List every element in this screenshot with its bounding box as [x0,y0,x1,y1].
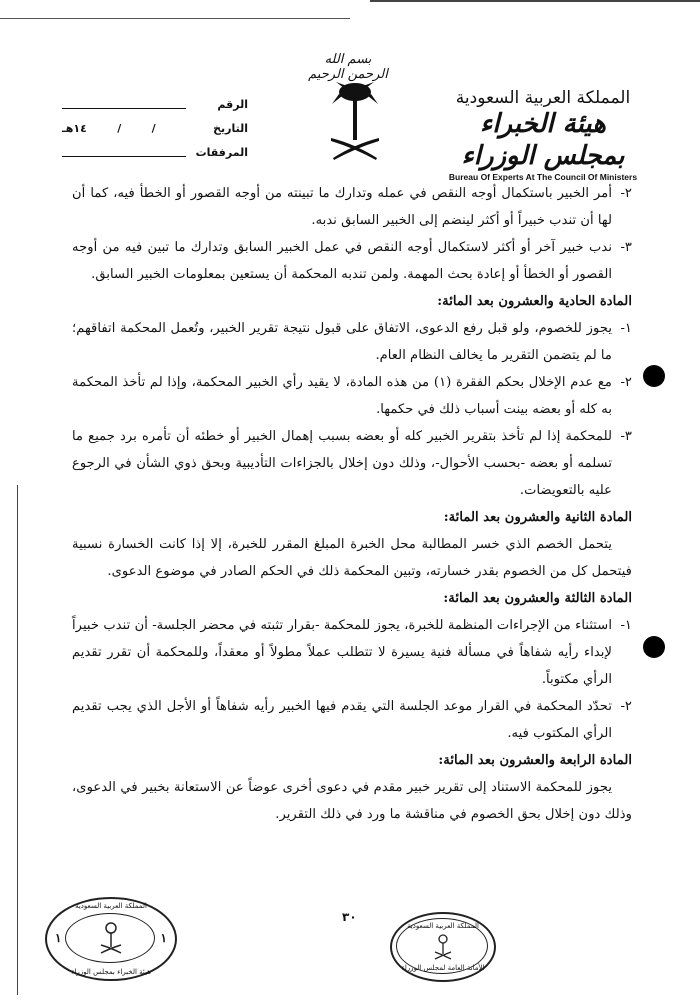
palm-swords-emblem-icon [433,934,453,960]
number-blank [62,100,186,109]
scan-edge-line [0,18,350,19]
article-124-text: يجوز للمحكمة الاستناد إلى تقرير خبير مقدم في دعوى أخرى عوضاً عن الاستعانة بخبير في الدعوى، وذلك دون إخلال بحق الخصوم في مناقشة ما ورد في ذلك التقرير. [72,780,632,822]
bureau-name-english: Bureau Of Experts At The Council Of Ministers [448,172,638,182]
stamp-number: ١ [160,931,167,945]
document-body [72,180,632,828]
list-item [72,369,632,423]
article-122-title: المادة الثانية والعشرون بعد المائة: [443,510,632,525]
item-number: ٢- [620,699,632,714]
date-row [58,116,248,140]
attachments-blank [62,148,186,157]
reference-block [58,92,248,164]
list-item [72,612,632,693]
official-stamp [390,912,496,982]
organization-letterhead [438,88,648,182]
page-number: ٣٠ [342,910,357,924]
item-text: للمحكمة إذا لم تأخذ بتقرير الخبير كله أو بعضه بسبب إهمال الخبير أو خطئه أن تأمره برد جميع ما تسلمه أو بعضه -بحسب الأحوال-، وذلك دون إخلال بالجزاءات التأديبية وبحق ذوي الشأن في الرجوع عليه بالتعويضات. [72,429,612,498]
list-item [72,315,632,369]
official-stamp [45,897,177,981]
item-number: ١- [620,321,632,336]
list-item [72,693,632,747]
punch-hole [643,636,665,658]
stamp-number: ١ [55,931,62,945]
attachments-row [58,140,248,164]
palm-swords-emblem-icon [330,78,380,164]
article-123-title: المادة الثالثة والعشرون بعد المائة: [443,591,632,606]
date-label: التاريخ [213,121,248,135]
list-item [72,180,632,234]
date-year: ١٤هـ [62,121,87,135]
stamp-top-text: المملكة العربية السعودية [75,902,147,910]
attachments-label: المرفقات [195,145,248,159]
item-text: تحدّد المحكمة في القرار موعد الجلسة التي يقدم فيها الخبير رأيه شفاهاً أو الأجل الذي يجب تقديم الرأي المكتوب فيه. [72,699,612,741]
article-122-text: يتحمل الخصم الذي خسر المطالبة محل الخبرة المبلغ المقرر للخبرة، إلا إذا كانت الخسارة نسبية فيتحمل كل من الخصوم بقدر خسارته، وتبين المحكمة ذلك في الحكم الصادر في موضوع الدعوى. [72,537,632,579]
list-item [72,234,632,288]
date-separator: / [117,121,122,135]
binding-margin-line [17,485,18,995]
stamp-bottom-text: هيئة الخبراء بمجلس الوزراء [71,968,151,976]
number-label: الرقم [217,97,248,111]
punch-hole [643,365,665,387]
item-number: ٢- [620,375,632,390]
item-number: ١- [620,618,632,633]
item-text: ندب خبير آخر أو أكثر لاستكمال أوجه النقص في عمل الخبير السابق وتدارك ما تبين فيه من أوجه القصور أو الخطأ أو إعادة بحث المهمة. ولمن تندبه المحكمة أن يستعين بمعلومات الخبير السابق. [72,240,612,282]
scan-edge-line [370,0,700,2]
article-124-title: المادة الرابعة والعشرون بعد المائة: [438,753,632,768]
palm-swords-emblem-icon [99,921,123,955]
item-text: أمر الخبير باستكمال أوجه النقص في عمله وتدارك ما تبينته من أوجه القصور أو الخطأ فيه، كما أن لها أن تندب خبيراً أو أكثر لينضم إلى الخبير السابق ندبه. [72,186,612,228]
stamp-top-text: المملكة العربية السعودية [407,922,479,930]
date-value [58,122,186,135]
bureau-name-arabic: هيئة الخبراء بمجلس الوزراء [461,109,625,171]
basmala: بسم الله الرحمن الرحيم [308,52,388,82]
stamp-bottom-text: الأمانة العامة لمجلس الوزراء [401,964,485,972]
reference-number-row [58,92,248,116]
item-text: استثناء من الإجراءات المنظمة للخبرة، يجوز للمحكمة -بقرار تثبته في محضر الجلسة- أن تندب خبيراً لإبداء رأيه شفاهاً في مسألة فنية يسيرة لا تتطلب عملاً مطولاً أو معقداً، وللمحكمة أن تقرر تقديم الرأي مكتوباً. [72,618,612,687]
item-number: ٢- [620,186,632,201]
date-separator: / [151,121,156,135]
article-121-title: المادة الحادية والعشرون بعد المائة: [437,294,632,309]
kingdom-name: المملكة العربية السعودية [455,88,631,108]
item-number: ٣- [620,429,632,444]
item-number: ٣- [620,240,632,255]
item-text: يجوز للخصوم، ولو قبل رفع الدعوى، الاتفاق على قبول نتيجة تقرير الخبير، وتُعمل المحكمة اتفاقهم؛ ما لم يتضمن التقرير ما يخالف النظام العام. [72,321,612,363]
list-item [72,423,632,504]
item-text: مع عدم الإخلال بحكم الفقرة (١) من هذه المادة، لا يقيد رأي الخبير المحكمة، وإذا لم تأخذ المحكمة به كله أو بعضه بينت أسباب ذلك في حكمها. [72,375,612,417]
